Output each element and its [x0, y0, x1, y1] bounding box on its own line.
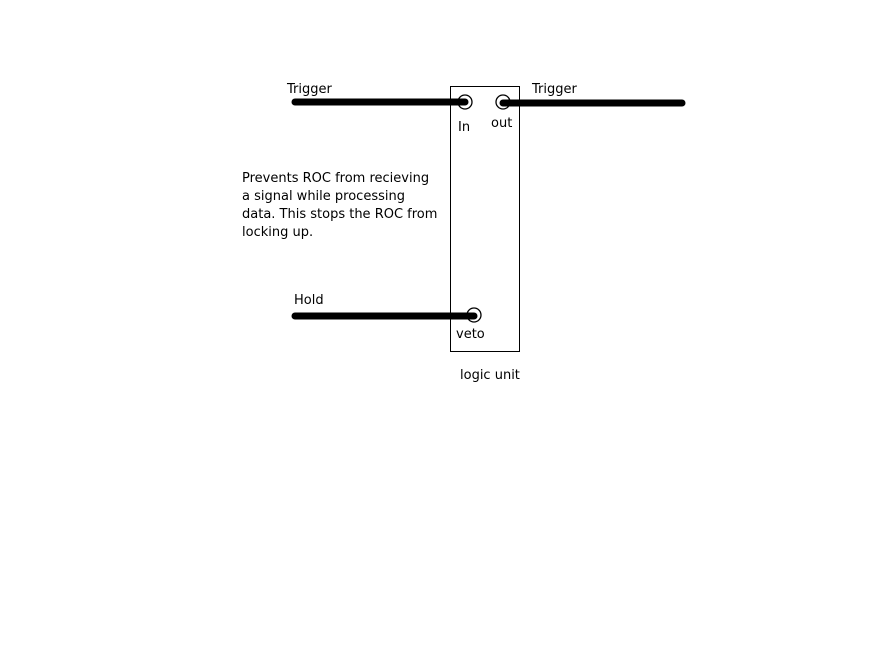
hold-label: Hold [294, 293, 324, 308]
note-line: Prevents ROC from recieving [242, 171, 430, 186]
unit-caption: logic unit [460, 368, 520, 383]
out-port-label: out [491, 116, 513, 131]
trigger-out-label: Trigger [532, 82, 577, 97]
note-line: data. This stops the ROC from [242, 207, 438, 222]
veto-port-label: veto [456, 327, 485, 342]
trigger-in-label: Trigger [287, 82, 332, 97]
in-port-label: In [458, 120, 471, 135]
note-line: locking up. [242, 225, 314, 240]
note-line: a signal while processing [242, 189, 405, 204]
